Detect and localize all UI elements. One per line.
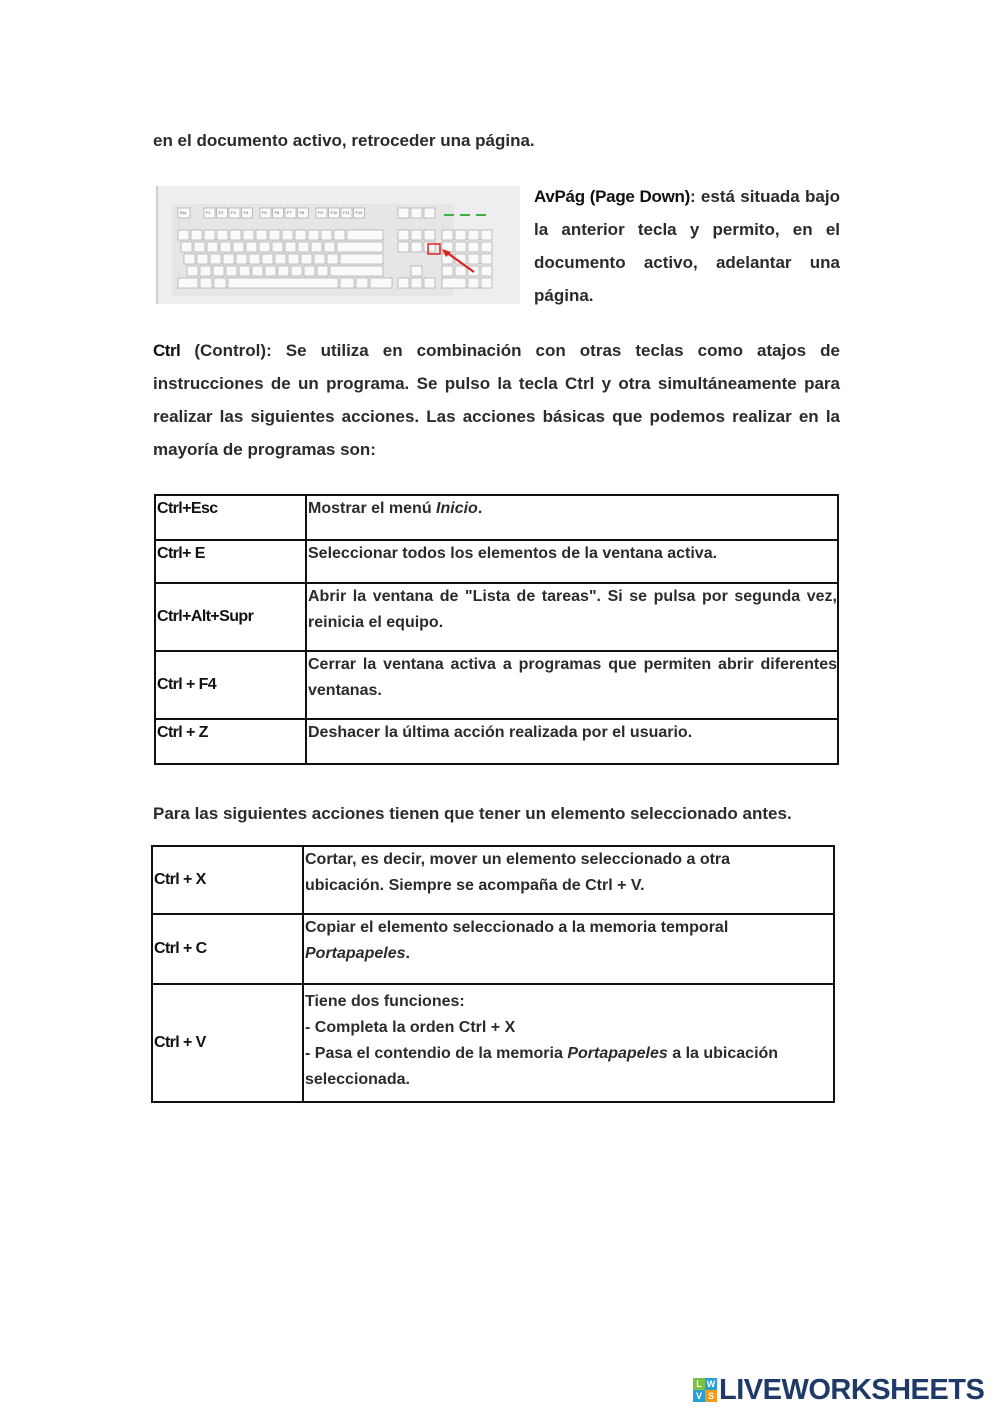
- keyboard-key-label: F6: [274, 210, 280, 215]
- keyboard-key: [259, 242, 270, 252]
- table-row: [155, 583, 838, 651]
- keyboard-image: [156, 186, 520, 304]
- table-row: [152, 846, 834, 914]
- keyboard-key: [481, 266, 492, 276]
- keyboard-key: [207, 242, 218, 252]
- shortcut-key: Ctrl+ E: [155, 540, 306, 583]
- keyboard-key: [411, 242, 422, 252]
- keyboard-key: [265, 266, 276, 276]
- keyboard-key: [272, 242, 283, 252]
- keyboard-key: [442, 278, 466, 288]
- keyboard-key: [324, 242, 335, 252]
- shortcut-key: Ctrl + X: [152, 846, 303, 914]
- keyboard-key: [291, 266, 302, 276]
- keyboard-key: [249, 254, 260, 264]
- keyboard-key: [424, 278, 435, 288]
- keyboard-key: [214, 278, 226, 288]
- keyboard-key: [220, 242, 231, 252]
- keyboard-key-label: Esc: [180, 210, 187, 215]
- keyboard-key: [481, 254, 492, 264]
- shortcut-description: Tiene dos funciones: - Completa la orden Ctrl + X - Pasa el contendio de la memoria Portapapeles a la ubicación seleccionada.: [303, 984, 834, 1102]
- keyboard-key: [262, 254, 273, 264]
- liveworksheets-brand: [693, 1372, 984, 1408]
- keyboard-key: [314, 254, 325, 264]
- keyboard-key: [398, 230, 409, 240]
- shortcut-description: Deshacer la última acción realizada por el usuario.: [306, 719, 838, 764]
- keyboard-key: [228, 278, 338, 288]
- table-row: [155, 719, 838, 764]
- shortcut-description: Seleccionar todos los elementos de la ventana activa.: [306, 540, 838, 583]
- keyboard-key: [178, 278, 198, 288]
- keyboard-key: [191, 230, 202, 240]
- shortcut-description: Cerrar la ventana activa a programas que permiten abrir diferentes ventanas.: [306, 651, 838, 719]
- keyboard-key: [256, 230, 267, 240]
- keyboard-key: [269, 230, 280, 240]
- keyboard-key: [468, 254, 479, 264]
- keyboard-key: [468, 242, 479, 252]
- keyboard-key: [298, 242, 309, 252]
- keyboard-key: [252, 266, 263, 276]
- shortcut-key: Ctrl + Z: [155, 719, 306, 764]
- keyboard-key-label: F5: [262, 210, 267, 215]
- table-row: [155, 651, 838, 719]
- keyboard-key: [187, 266, 198, 276]
- keyboard-key: [468, 278, 479, 288]
- keyboard-key: [317, 266, 328, 276]
- shortcut-description: Abrir la ventana de "Lista de tareas". Si se pulsa por segunda vez, reinicia el equipo.: [306, 583, 838, 651]
- keyboard-key: [304, 266, 315, 276]
- keyboard-key-label: F12: [355, 210, 363, 215]
- keyboard-key: [282, 230, 293, 240]
- shortcut-key: Ctrl + F4: [155, 651, 306, 719]
- keyboard-key: [278, 266, 289, 276]
- keyboard-key: [442, 266, 453, 276]
- keyboard-key: [411, 208, 422, 218]
- shortcut-key: Ctrl+Alt+Supr: [155, 583, 306, 651]
- avpag-key: AvPág (Page Down): [534, 187, 690, 206]
- keyboard-key: [213, 266, 224, 276]
- keyboard-key: [181, 242, 192, 252]
- keyboard-key: [327, 254, 338, 264]
- keyboard-key: [424, 208, 435, 218]
- keyboard-key: [239, 266, 250, 276]
- keyboard-key: [200, 278, 212, 288]
- shortcut-key: Ctrl + V: [152, 984, 303, 1102]
- keyboard-key: [308, 230, 319, 240]
- keyboard-key: [210, 254, 221, 264]
- keyboard-key: [200, 266, 211, 276]
- keyboard-key: [236, 254, 247, 264]
- keyboard-key: [246, 242, 257, 252]
- keyboard-key: [455, 266, 466, 276]
- keyboard-key: [334, 230, 345, 240]
- selection-note: Para las siguientes acciones tienen que tener un elemento seleccionado antes.: [153, 804, 792, 823]
- ctrl-key: Ctrl: [153, 341, 181, 360]
- keyboard-key: [424, 230, 435, 240]
- keyboard-key: [398, 278, 409, 288]
- keyboard-key-label: F1: [206, 210, 211, 215]
- keyboard-key: [411, 230, 422, 240]
- keyboard-key: [204, 230, 215, 240]
- keyboard-key: [217, 230, 228, 240]
- keyboard-key-label: F8: [299, 210, 305, 215]
- intro-line: en el documento activo, retroceder una página.: [153, 131, 535, 150]
- keyboard-key-label: F10: [330, 210, 338, 215]
- keyboard-key: [178, 230, 189, 240]
- brand-name: LIVEWORKSHEETS: [719, 1373, 985, 1406]
- avpag-text: : está situada bajo la anterior tecla y permito, en el documento activo, adelantar una página.: [534, 187, 840, 305]
- table-row: [155, 540, 838, 583]
- shortcuts-table-1: [154, 494, 839, 765]
- keyboard-key: [184, 254, 195, 264]
- keyboard-key: [468, 230, 479, 240]
- shortcut-description: Mostrar el menú Inicio.: [306, 495, 838, 540]
- table-row: [152, 984, 834, 1102]
- table-row: [155, 495, 838, 540]
- shortcut-key: Ctrl+Esc: [155, 495, 306, 540]
- keyboard-key: [337, 242, 383, 252]
- keyboard-key: [370, 278, 392, 288]
- keyboard-key: [481, 242, 492, 252]
- keyboard-led: [444, 214, 454, 216]
- keyboard-key: [398, 208, 409, 218]
- keyboard-key: [347, 230, 383, 240]
- shortcut-description: Cortar, es decir, mover un elemento seleccionado a otra ubicación. Siempre se acompaña de Ctrl + V.: [303, 846, 834, 914]
- table-row: [152, 914, 834, 984]
- keyboard-key: [285, 242, 296, 252]
- shortcut-key: Ctrl + C: [152, 914, 303, 984]
- liveworksheets-logo-icon: L W V S: [693, 1378, 717, 1402]
- keyboard-key: [288, 254, 299, 264]
- keyboard-key: [275, 254, 286, 264]
- keyboard-key: [411, 278, 422, 288]
- shortcuts-table-2: [151, 845, 835, 1103]
- keyboard-key: [455, 242, 466, 252]
- keyboard-key-label: F2: [218, 210, 224, 215]
- keyboard-key-label: F3: [231, 210, 236, 215]
- keyboard-key: [295, 230, 306, 240]
- keyboard-led: [476, 214, 486, 216]
- keyboard-led: [460, 214, 470, 216]
- keyboard-key: [230, 230, 241, 240]
- keyboard-key: [321, 230, 332, 240]
- keyboard-key: [194, 242, 205, 252]
- keyboard-key: [330, 266, 383, 276]
- keyboard-key: [398, 242, 409, 252]
- keyboard-key: [311, 242, 322, 252]
- shortcut-description: Copiar el elemento seleccionado a la memoria temporal Portapapeles.: [303, 914, 834, 984]
- ctrl-text: (Control): Se utiliza en combinación con otras teclas como atajos de instrucciones de un programa. Se pulso la tecla Ctrl y otra simultáneamente para realizar las siguientes acciones. Las acciones básicas que podemos realizar en la mayoría de programas son:: [153, 341, 840, 459]
- keyboard-key: [340, 254, 383, 264]
- keyboard-key: [226, 266, 237, 276]
- keyboard-key-label: F7: [287, 210, 292, 215]
- keyboard-key: [481, 230, 492, 240]
- keyboard-key-label: F9: [318, 210, 323, 215]
- avpag-paragraph: [534, 180, 840, 312]
- keyboard-key: [481, 278, 492, 288]
- keyboard-key: [233, 242, 244, 252]
- keyboard-key-label: F4: [243, 210, 249, 215]
- keyboard-key: [411, 266, 422, 276]
- keyboard-illustration: [158, 186, 518, 304]
- keyboard-key: [197, 254, 208, 264]
- keyboard-key-label: F11: [343, 210, 350, 215]
- keyboard-key: [455, 230, 466, 240]
- keyboard-key: [243, 230, 254, 240]
- keyboard-key: [340, 278, 354, 288]
- keyboard-key: [301, 254, 312, 264]
- keyboard-key: [442, 230, 453, 240]
- keyboard-key: [356, 278, 368, 288]
- keyboard-key: [223, 254, 234, 264]
- ctrl-paragraph: [153, 334, 840, 466]
